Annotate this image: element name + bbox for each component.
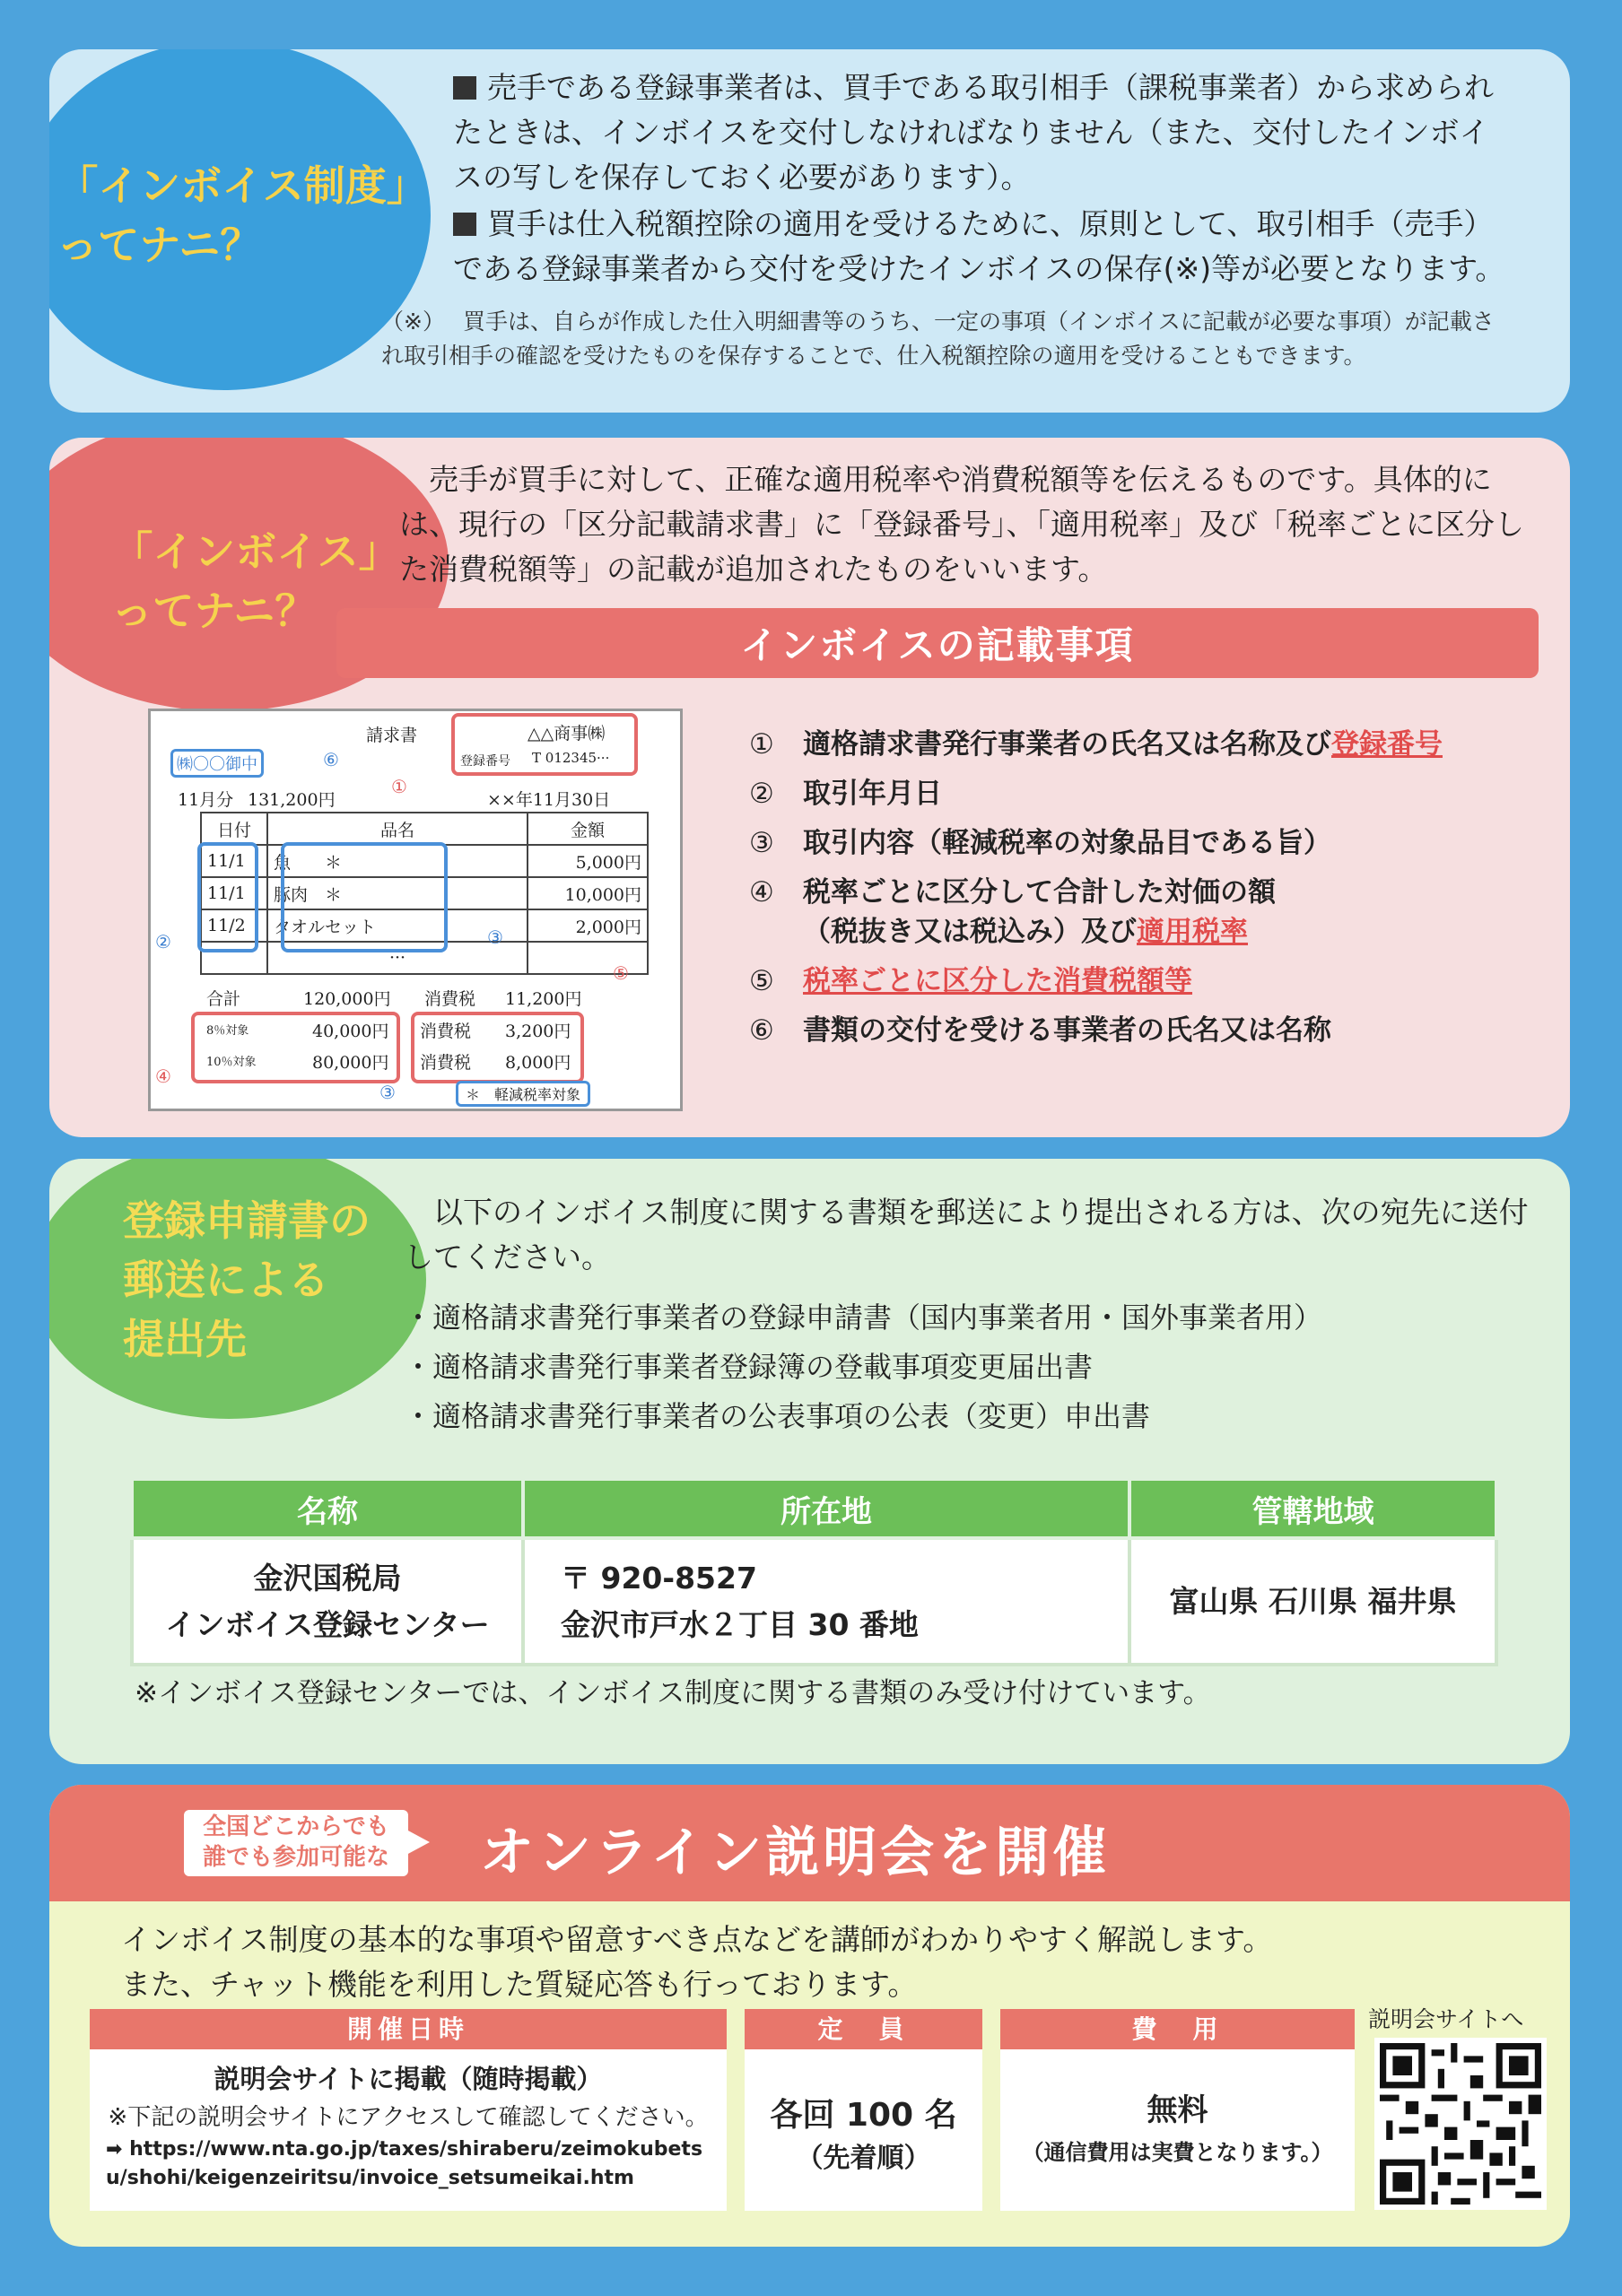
center-name — [132, 1538, 523, 1665]
qr-code-icon — [1380, 2043, 1541, 2205]
marker-5: ⑤ — [613, 962, 629, 984]
seminar-header — [49, 1785, 1570, 1901]
invoice-items-band: インボイスの記載事項 — [336, 608, 1539, 678]
registration-note: ※インボイス登録センターでは、インボイス制度に関する書類のみ受け付けています。 — [135, 1677, 1211, 1709]
marker-2: ② — [155, 931, 171, 952]
row-date: 11/2 — [201, 909, 267, 942]
tax-highlight-box — [411, 1012, 584, 1083]
item-text-2: （税抜き又は税込み）及び — [803, 916, 1137, 948]
item-highlight: 適用税率 — [1137, 916, 1248, 948]
tax10-value: 8,000円 — [505, 1053, 571, 1073]
date-highlight-box — [197, 842, 258, 952]
fee-header: 費 用 — [1000, 2009, 1355, 2049]
col-address: 所在地 — [523, 1479, 1129, 1538]
seminar-desc-2: また、チャット機能を利用した質疑応答も行っております。 — [121, 1967, 918, 2002]
seminar-tag: 全国どこからでも 誰でも参加可能な — [184, 1810, 408, 1876]
center-address — [523, 1538, 1129, 1665]
row-date: 11/1 — [201, 845, 267, 877]
square-bullet-icon — [453, 213, 476, 236]
marker-3: ③ — [487, 926, 503, 948]
seller-highlight-box — [451, 713, 638, 776]
invoice-reg-no: T 012345··· — [532, 750, 610, 766]
invoice-period: 11月分 — [178, 790, 234, 810]
item-number: ⑤ — [749, 965, 774, 997]
col-name: 名称 — [132, 1479, 523, 1538]
invoice-date: ××年11月30日 — [487, 790, 611, 810]
invoice-items-list — [749, 725, 1521, 1060]
sample-invoice — [148, 709, 683, 1111]
tax8-value: 3,200円 — [505, 1022, 571, 1041]
col-item: 品名 — [267, 813, 528, 845]
invoice-lead: 売手が買手に対して、正確な適用税率や消費税額等を伝えるものです。具体的には、現行の「区分記載請求書」に「登録番号」、「適用税率」及び「税率ごとに区分した消費税額等」の記載が追加されたものをいいます。 — [399, 462, 1524, 587]
item-number: ② — [749, 778, 774, 810]
reduced-rate-legend: ＊ 軽減税率対象 — [456, 1081, 590, 1107]
schedule-header: 開催日時 — [90, 2009, 727, 2049]
row-date: 11/1 — [201, 877, 267, 909]
item-text: 取引内容（軽減税率の対象品目である旨） — [803, 827, 1331, 859]
list-item — [749, 774, 1521, 813]
tax-label: 消費税 — [424, 989, 476, 1009]
fee-cell — [1000, 2009, 1355, 2211]
marker-1: ① — [391, 776, 407, 797]
bullet-2 — [453, 202, 1507, 291]
total-value: 120,000円 — [303, 989, 391, 1009]
item-number: ③ — [749, 827, 774, 859]
postal-code: 〒 920-8527 — [561, 1560, 757, 1596]
row-item: 豚肉 ＊ — [267, 877, 528, 909]
seminar-desc-1: インボイス制度の基本的な事項や留意すべき点などを講師がわかりやすく解説します。 — [121, 1922, 1273, 1957]
mail-submission-panel — [49, 1159, 1570, 1764]
footnote-text: 買手は、自らが作成した仕入明細書等のうち、一定の事項（インボイスに記載が必要な事項）が記載され取引相手の確認を受けたものを保存することで、仕入税額控除の適用を受けることもできます。 — [381, 309, 1495, 369]
col-date: 日付 — [201, 813, 267, 845]
list-item — [749, 823, 1521, 863]
document-list — [404, 1293, 1322, 1441]
schedule-cell — [90, 2009, 727, 2211]
seminar-url-link[interactable]: ➡ https://www.nta.go.jp/taxes/shiraberu/zeimokubetsu/shohi/keigenzeiritsu/invoice_setsumeikai.htm — [106, 2138, 703, 2189]
item-number: ④ — [749, 876, 774, 909]
rate8-label: 8％対象 — [206, 1024, 249, 1038]
center-name-1: 金沢国税局 — [253, 1560, 402, 1596]
capacity-note: （先着順） — [796, 2143, 931, 2174]
schedule-main: 説明会サイトに掲載（随時掲載） — [214, 2064, 603, 2094]
col-area: 管轄地域 — [1129, 1479, 1496, 1538]
col-amount: 金額 — [528, 813, 648, 845]
invoice-system-panel — [49, 49, 1570, 413]
list-item — [749, 1011, 1521, 1050]
list-item — [749, 961, 1521, 1001]
rate-highlight-box — [191, 1012, 400, 1083]
tax8-label: 消費税 — [420, 1022, 472, 1041]
invoice-panel — [49, 438, 1570, 1137]
invoice-title: 「インボイス」 ってナニ？ — [111, 527, 400, 635]
total-label: 合計 — [206, 989, 241, 1009]
item-text: 取引年月日 — [803, 778, 942, 810]
list-item — [749, 725, 1521, 764]
jurisdiction: 富山県 石川県 福井県 — [1129, 1538, 1496, 1665]
row-ellipsis: ··· — [267, 942, 528, 974]
schedule-note: ※下記の説明会サイトにアクセスして確認してください。 — [108, 2104, 709, 2131]
item-text: 書類の交付を受ける事業者の氏名又は名称 — [803, 1014, 1331, 1047]
list-item: ・適格請求書発行事業者登録簿の登載事項変更届出書 — [404, 1350, 1094, 1384]
marker-6: ⑥ — [323, 749, 339, 770]
row-item: 魚 ＊ — [267, 845, 528, 877]
invoice-system-title: 「インボイス制度」 ってナニ？ — [57, 161, 428, 269]
capacity-value: 各回 100 名 — [770, 2097, 957, 2134]
marker-4: ④ — [155, 1065, 171, 1087]
list-item — [749, 873, 1521, 952]
street-address: 金沢市戸水２丁目 30 番地 — [561, 1606, 919, 1642]
center-name-2: インボイス登録センター — [165, 1606, 490, 1642]
registration-center-table — [130, 1477, 1498, 1666]
row-amount: 10,000円 — [528, 877, 648, 909]
fee-note: （通信費用は実費となります。） — [1022, 2140, 1333, 2165]
footnote-mark: （※） — [381, 309, 445, 335]
footnote — [381, 305, 1507, 373]
item-highlight: 登録番号 — [1331, 728, 1443, 761]
tax10-label: 消費税 — [420, 1053, 472, 1073]
invoice-doc-title: 請求書 — [366, 726, 418, 745]
bullet-1-text: 売手である登録事業者は、買手である取引相手（課税事業者）から求められたときは、インボイスを交付しなければなりません（また、交付したインボイスの写しを保存しておく必要があります）。 — [453, 70, 1494, 195]
table-row — [132, 1538, 1496, 1665]
mail-submission-circle — [49, 1159, 426, 1419]
tax-value: 11,200円 — [505, 989, 582, 1009]
rate8-value: 40,000円 — [312, 1022, 389, 1041]
row-amount: 2,000円 — [528, 909, 648, 942]
item-text: 適格請求書発行事業者の氏名又は名称及び — [803, 728, 1331, 761]
mail-submission-title: 登録申請書の 郵送による 提出先 — [123, 1196, 371, 1363]
fee-value: 無料 — [1147, 2092, 1208, 2128]
item-number: ⑥ — [749, 1014, 774, 1047]
item-highlight: 税率ごとに区分した消費税額等 — [803, 965, 1192, 997]
marker-3b: ③ — [379, 1082, 396, 1103]
invoice-seller: △△商事㈱ — [528, 724, 606, 744]
list-item: ・適格請求書発行事業者の登録申請書（国内事業者用・国外事業者用） — [404, 1300, 1323, 1335]
invoice-buyer: ㈱〇〇御中 — [170, 749, 264, 778]
capacity-header: 定 員 — [745, 2009, 982, 2049]
square-bullet-icon — [453, 76, 476, 100]
item-text: 税率ごとに区分して合計した対価の額 — [803, 876, 1276, 909]
bullet-2-text: 買手は仕入税額控除の適用を受けるために、原則として、取引相手（売手）である登録事業者から交付を受けたインボイスの保存(※)等が必要となります。 — [453, 206, 1505, 286]
rate10-label: 10％対象 — [206, 1056, 257, 1069]
seminar-description — [121, 1918, 1272, 2007]
qr-code[interactable] — [1374, 2038, 1547, 2210]
mail-lead: 以下のインボイス制度に関する書類を郵送により提出される方は、次の宛先に送付してください。 — [404, 1195, 1529, 1274]
seminar-title: オンライン説明会を開催 — [480, 1822, 1111, 1884]
capacity-cell — [745, 2009, 982, 2211]
row-amount: 5,000円 — [528, 845, 648, 877]
item-highlight-box — [281, 842, 448, 952]
list-item: ・適格請求書発行事業者の公表事項の公表（変更）申出書 — [404, 1399, 1151, 1433]
online-seminar-panel — [49, 1785, 1570, 2247]
bullet-1 — [453, 65, 1507, 200]
invoice-reg-label: 登録番号 — [460, 754, 510, 769]
item-number: ① — [749, 728, 774, 761]
invoice-amount: 131,200円 — [248, 790, 336, 810]
row-item: タオルセット — [267, 909, 528, 942]
invoice-system-circle — [49, 49, 431, 390]
rate10-value: 80,000円 — [312, 1053, 389, 1073]
qr-label: 説明会サイトへ — [1368, 2006, 1524, 2032]
